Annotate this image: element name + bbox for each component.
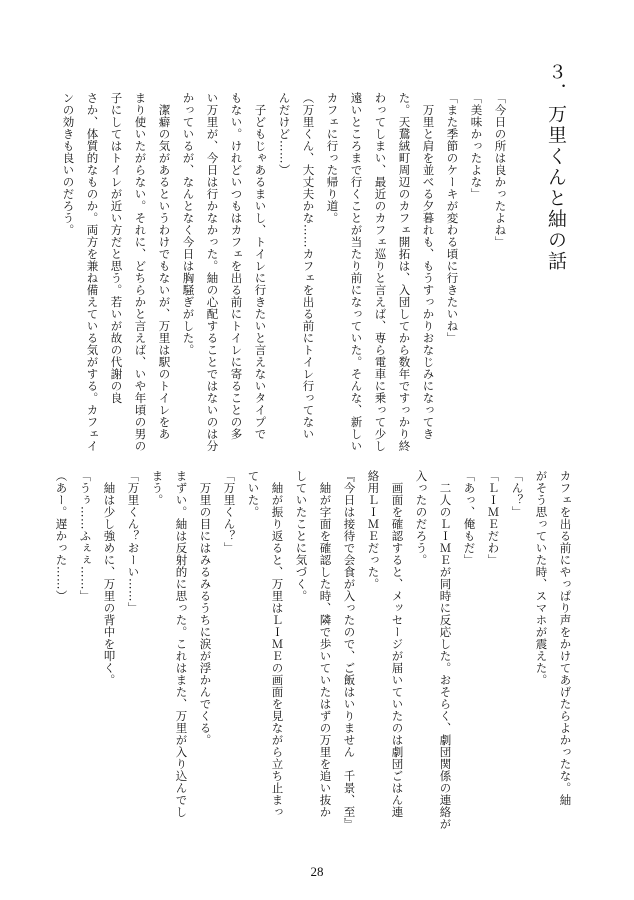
text-line: 「今日の所は良かったよね」 (493, 92, 508, 248)
text-line: 遠いところまで行くことが当たり前になっていた。そんな、新しい (349, 92, 364, 452)
text-line: ていた。 (246, 470, 261, 518)
text-line: まり使いたがらない。それに、どちらかと言えば、いや年頃の男の (133, 92, 148, 452)
text-line: 紬は少し強めに、万里の背中を叩く。 (102, 470, 117, 686)
text-line: 「万里くん？」 (222, 470, 237, 554)
text-line: さか、体質的なものか。両方を兼ね備えている気がする。カフェイ (85, 92, 100, 452)
text-line: 『今日は接待で会食が入ったので、ご飯はいりません 千景、至』 (342, 470, 357, 830)
text-line: カフェを出る前にやっぱり声をかけてあげたらよかったな。紬 (558, 470, 573, 806)
text-line: んだけど……） (277, 92, 292, 176)
text-line: 絡用ＬＩＭＥだった。 (366, 470, 381, 590)
text-line: していたことに気づく。 (294, 470, 309, 602)
text-line: がそう思っていた時、スマホが震えた。 (534, 470, 549, 686)
text-line: （万里くん、大丈夫かな……カフェを出る前にトイレ行ってない (301, 92, 316, 440)
text-line: わってしまい、最近のカフェ巡りと言えば、専ら電車に乗って少し (373, 92, 388, 452)
page-number: 28 (310, 864, 324, 879)
text-line: 二人のＬＩＭＥが同時に反応した。おそらく、劇団関係の連絡が (438, 470, 453, 830)
text-line: もない。けれどいつもはカフェを出る前にトイレに寄ることの多 (229, 92, 244, 440)
text-line: まう。 (150, 470, 165, 506)
text-line: 入ったのだろう。 (414, 470, 429, 566)
text-line: 「うぅ……ふぇぇ……」 (78, 470, 93, 602)
text-line: まずい。紬は反射的に思った。これはまた、万里が入り込んでし (174, 470, 189, 818)
text-line: 紬が字面を確認した時、隣で歩いていたはずの万里を追い抜か (318, 470, 333, 818)
text-line: 万里の目にはみるみるうちに涙が浮かんでくる。 (198, 470, 213, 746)
text-line: 「あっ、俺もだ」 (462, 470, 477, 566)
text-line: 子にしてはトイレが近い方だと思う。若いが故の代謝の良 (109, 92, 124, 404)
text-line: 子どもじゃあるまいし、トイレに行きたいと言えないタイプで (253, 92, 268, 440)
text-line: 「また季節のケーキが変わる頃に行きたいね」 (445, 92, 460, 344)
text-line: 「万里くん？おーい……」 (126, 470, 141, 614)
text-line: ンの効きも良いのだろう。 (61, 92, 76, 236)
chapter-title: ３．万里くんと紬の話 (545, 62, 567, 272)
text-line: カフェに行った帰り道。 (325, 92, 340, 224)
text-line: 「ん？」 (510, 470, 525, 518)
text-line: い万里が、今日は行かなかった。紬の心配することではないのは分 (205, 92, 220, 452)
text-line: 潔癖の気があるというわけでもないが、万里は駅のトイレをあ (157, 92, 172, 440)
text-line: かっているが、なんとなく今日は胸騒ぎがした。 (181, 92, 196, 356)
text-line: た。天鵞絨町周辺のカフェ開拓は、入団してから数年ですっかり終 (397, 92, 412, 452)
text-line: 紬が振り返ると、万里はＬＩＭＥの画面を見ながら立ち止まっ (270, 470, 285, 818)
text-line: 「ＬＩＭＥだわ」 (486, 470, 501, 566)
text-line: 万里と肩を並べる夕暮れも、もうすっかりおなじみになってき (421, 92, 436, 440)
text-line: 画面を確認すると、メッセージが届いていたのは劇団ごはん連 (390, 470, 405, 818)
text-line: （あー。遅かった……） (54, 470, 69, 602)
text-line: 「美味かったよな」 (469, 92, 484, 200)
